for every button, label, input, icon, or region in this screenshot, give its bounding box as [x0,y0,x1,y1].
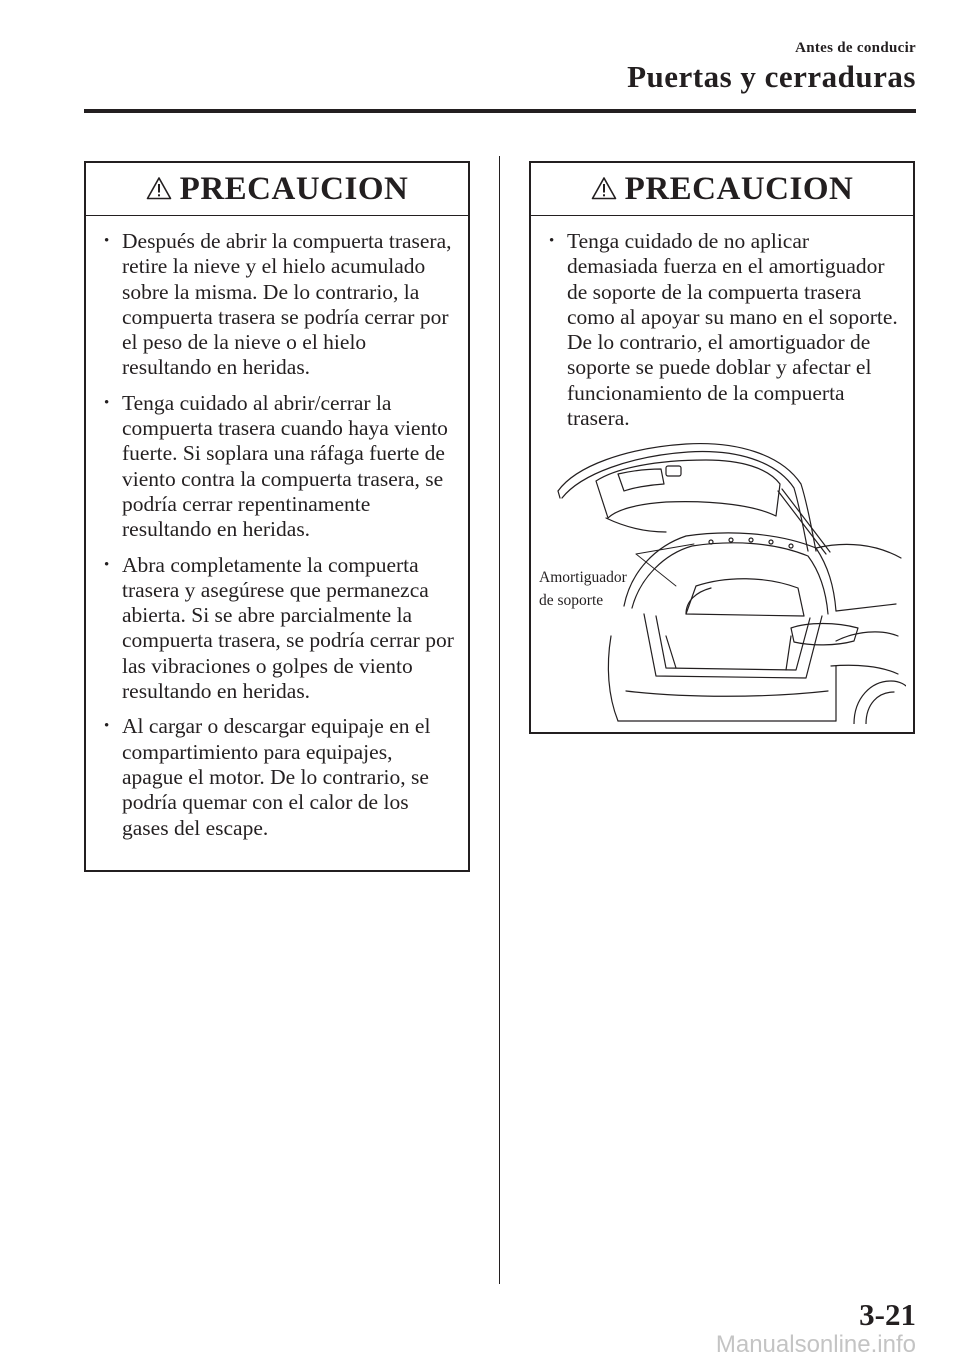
caution-heading-text: PRECAUCION [179,170,409,207]
caution-item-text: Tenga cuidado de no aplicar demasiada fuerza en el amortiguador de soporte de la compuerta trasera como al apoyar su mano en el soporte. De lo contrario, el amortiguador de soporte se puede doblar y afectar el funcionamiento de la compuerta trasera. [567,229,898,431]
figure-label [539,566,627,612]
caution-item-text: Abra completamente la compuerta trasera y asegúrese que permanezca abierta. Si se abre parcialmente la compuerta trasera, se podría cerrar por las vibraciones o golpes de viento resultando en heridas. [122,552,454,704]
caution-item [102,391,458,543]
page-number: 3-21 [859,1297,916,1332]
caution-heading-text: PRECAUCION [624,170,854,207]
caution-box-left [84,161,470,872]
warning-icon [591,176,617,200]
header-section [627,40,916,95]
caution-item [102,229,458,381]
column-divider [499,156,500,1284]
bullet-icon: • [549,233,555,249]
caution-heading [531,163,913,216]
footer-watermark: Manualsonline.info [715,1331,916,1358]
caution-item-list [531,216,913,431]
caution-item [102,714,458,840]
section-name: Antes de conducir [795,40,916,56]
caution-item-text: Tenga cuidado al abrir/cerrar la compuerta trasera cuando haya viento fuerte. Si soplara una ráfaga fuerte de viento contra la compuerta trasera, se podría cerrar repentinamente resultando en heridas. [122,390,448,542]
header-rule [84,109,916,113]
page-title: Puertas y cerraduras [627,59,916,94]
figure-label-line: Amortiguador [539,569,627,586]
bullet-icon: • [104,556,110,573]
figure-label-line: de soporte [539,592,604,609]
caution-item [547,229,903,431]
warning-icon [146,176,172,200]
caution-item-text: Al cargar o descargar equipaje en el compartimiento para equipajes, apague el motor. De lo contrario, se podría quemar con el calor de los gases del escape. [122,714,431,840]
caution-item-list [86,216,468,841]
bullet-icon: • [104,394,110,411]
caution-heading [86,163,468,216]
caution-item [102,553,458,705]
bullet-icon: • [104,233,110,249]
caution-item-text: Después de abrir la compuerta trasera, retire la nieve y el hielo acumulado sobre la misma. De lo contrario, la compuerta trasera se podría cerrar por el peso de la nieve o el hielo resultando en heridas. [122,229,452,380]
bullet-icon: • [104,718,110,735]
